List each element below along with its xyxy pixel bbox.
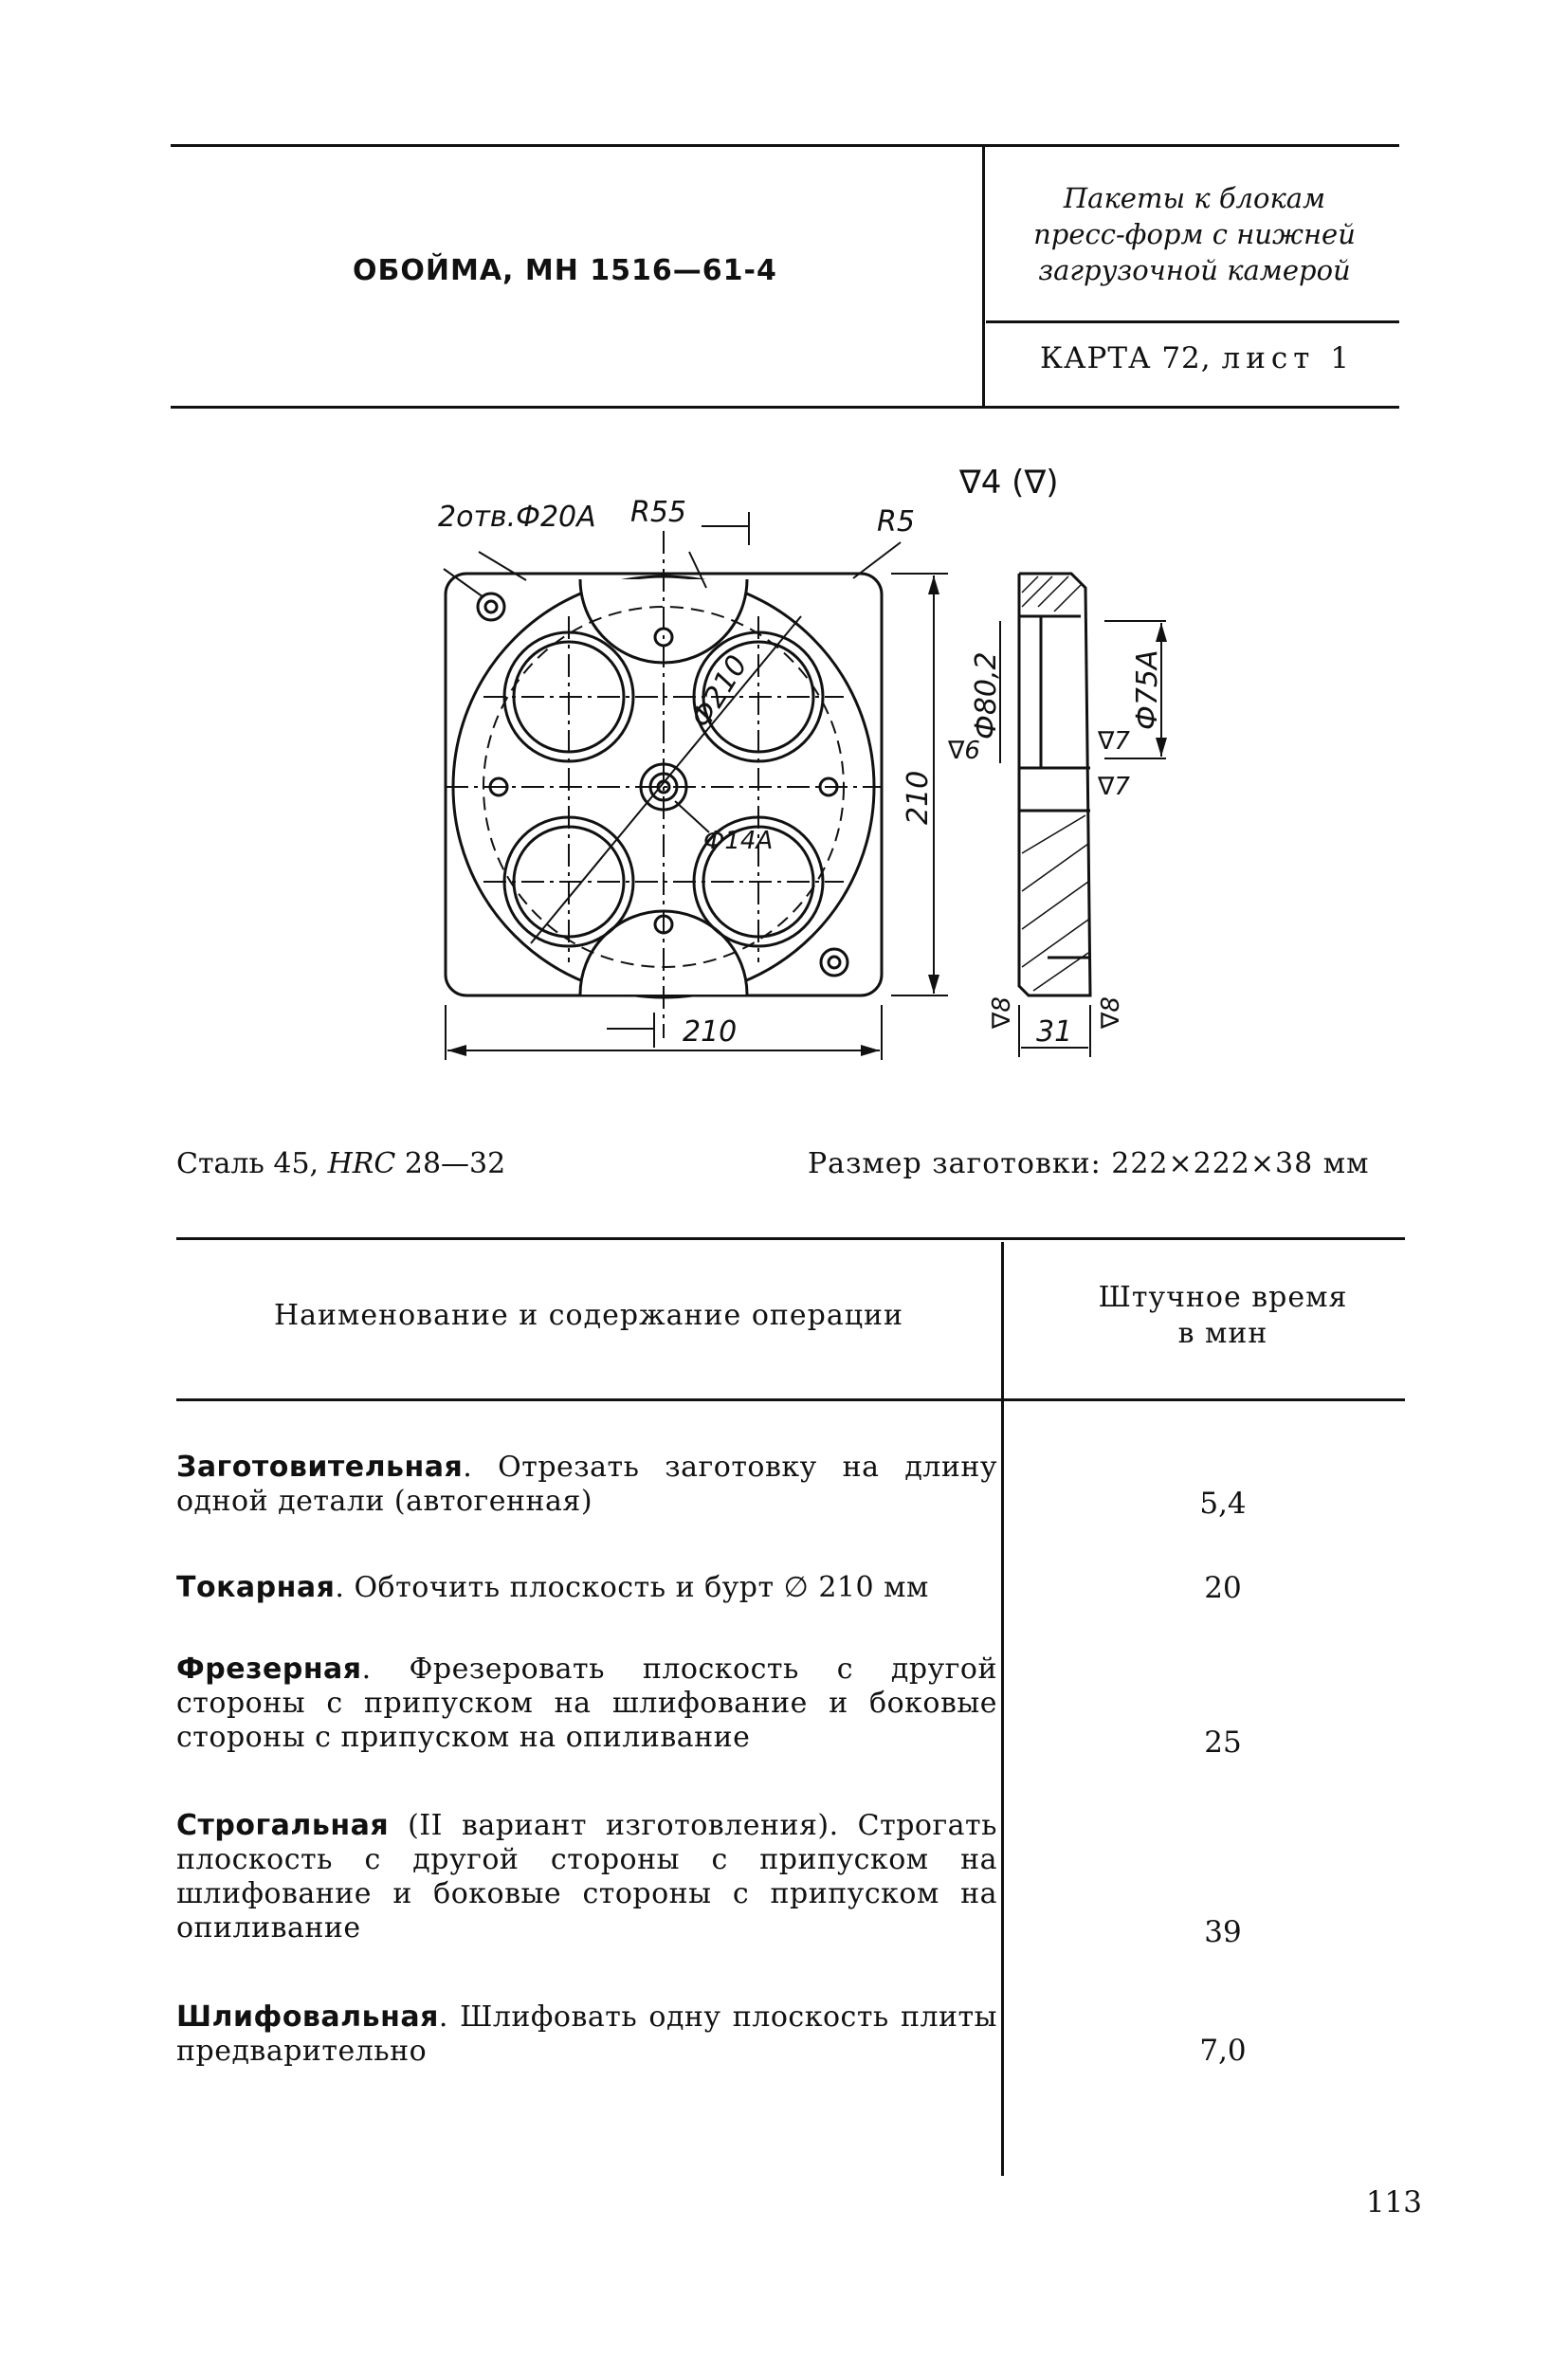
operation-text-2: . Обточить плоскость и бурт ∅ 210 мм	[335, 1571, 929, 1604]
operation-text-5: . Шлифовать одну плоскость плиты предварительно	[176, 2000, 997, 2068]
finish-7a-label: ∇7	[1098, 727, 1130, 756]
operation-row-5	[176, 2000, 997, 2069]
operation-text-4: (II вариант изготовления). Строгать плоскость с другой стороны с припуском на шлифование и боковые стороны с припуском на опиливание	[176, 1809, 997, 1945]
dim-31-label: 31	[1036, 1015, 1073, 1049]
material-suffix: 28—32	[395, 1147, 506, 1180]
table-top-rule	[176, 1237, 1405, 1240]
radius-small-label: R5	[877, 505, 915, 539]
page-title: ОБОЙМА, МН 1516—61-4	[353, 254, 777, 287]
operation-time-2: 20	[1204, 1571, 1242, 1605]
operation-row-4	[176, 1809, 997, 1945]
radius-large-label: R55	[630, 496, 687, 529]
finish-7b-label: ∇7	[1098, 773, 1130, 801]
operation-text-3: . Фрезеровать плоскость с другой стороны с припуском на шлифование и боковые стороны с припуском на опиливание	[176, 1653, 997, 1754]
operation-time-4: 39	[1204, 1915, 1242, 1949]
column-header-time-line2: в мин	[1177, 1317, 1268, 1350]
holes-label: 2отв.Ф20А	[438, 501, 596, 534]
operation-time-5: 7,0	[1199, 2034, 1247, 2068]
dim-75-label: Ф75А	[1131, 649, 1164, 730]
subtitle-line-1: Пакеты к блокам	[1063, 182, 1326, 214]
column-header-operation: Наименование и содержание операции	[273, 1299, 903, 1332]
card-prefix: КАРТА 72,	[1040, 341, 1222, 375]
operation-row-2	[176, 1571, 997, 1605]
technical-drawing	[0, 0, 1568, 1100]
operation-row-1	[176, 1451, 997, 1519]
operation-name-1: Заготовительная	[176, 1451, 464, 1484]
finish-6-label: ∇6	[948, 737, 980, 765]
column-header-time-line1: Штучное время	[1098, 1281, 1348, 1314]
column-header-time	[1014, 1280, 1431, 1352]
diameter-center-label: Ф14А	[703, 827, 774, 855]
material-spec	[176, 1147, 505, 1180]
material-hrc: HRC	[327, 1147, 396, 1180]
subtitle-line-2: пресс-форм с нижней	[1033, 218, 1356, 250]
dim-80-label: Ф80,2	[970, 651, 1003, 740]
dim-height-label: 210	[902, 770, 935, 825]
operation-name-2: Токарная	[176, 1571, 336, 1604]
roughness-label: ∇4 (∇)	[959, 464, 1059, 502]
blank-size: Размер заготовки: 222×222×38 мм	[808, 1147, 1370, 1180]
table-column-divider	[1001, 1242, 1004, 2176]
finish-8b-label: ∇8	[1097, 996, 1125, 1029]
diameter-circle-label: Ф210	[684, 649, 755, 735]
operation-name-4: Строгальная	[176, 1809, 390, 1842]
operation-text-1: . Отрезать заготовку на длину одной детали (автогенная)	[176, 1451, 997, 1518]
operation-name-3: Фрезерная	[176, 1653, 362, 1686]
dim-width-label: 210	[683, 1015, 738, 1049]
page-number: 113	[1365, 2185, 1422, 2219]
finish-8a-label: ∇8	[988, 996, 1016, 1029]
operation-name-5: Шлифовальная	[176, 2000, 439, 2034]
table-header-rule	[176, 1398, 1405, 1401]
material-prefix: Сталь 45,	[176, 1147, 328, 1180]
card-sheet: лист 1	[1221, 341, 1355, 375]
subtitle-line-3: загрузочной камерой	[1038, 254, 1351, 286]
operation-time-3: 25	[1204, 1726, 1242, 1760]
operation-time-1: 5,4	[1199, 1487, 1247, 1521]
operation-row-3	[176, 1653, 997, 1755]
